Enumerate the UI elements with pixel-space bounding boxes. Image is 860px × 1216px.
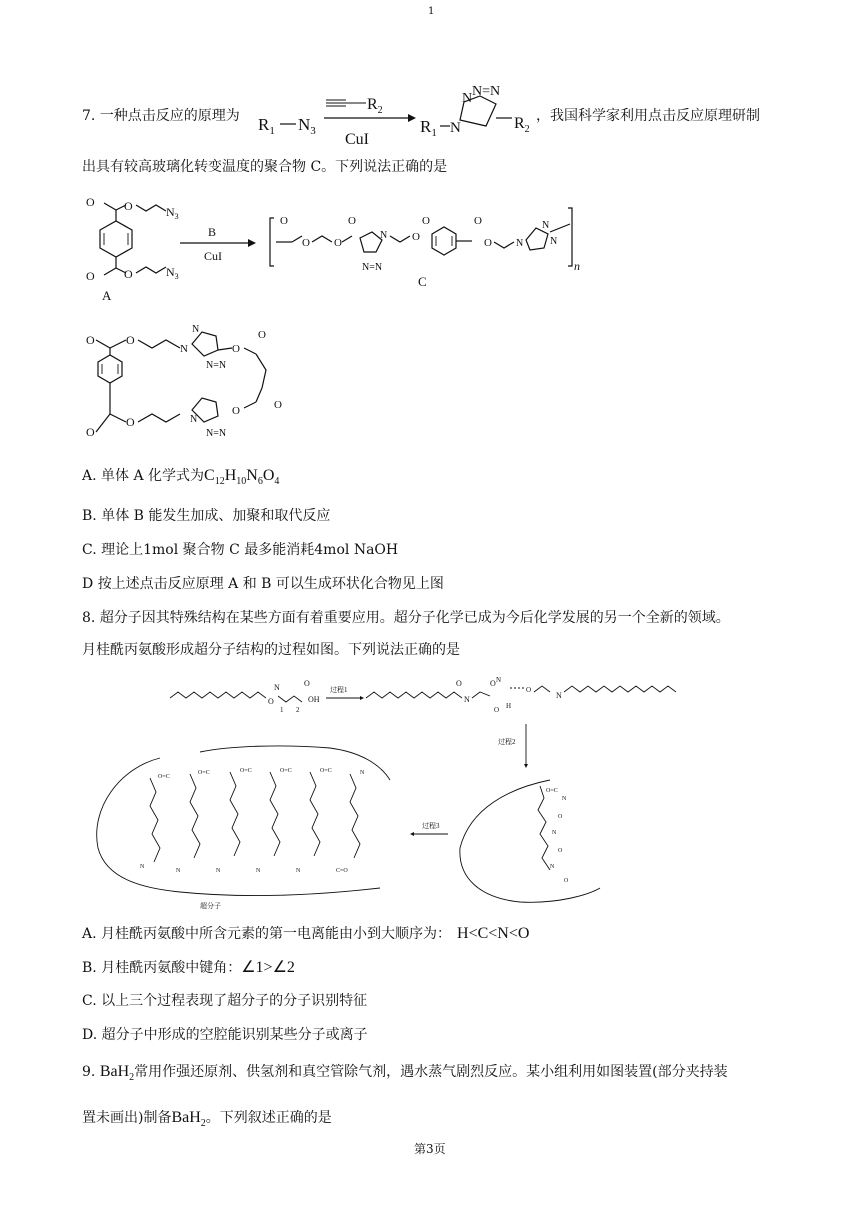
svg-text:N: N	[190, 414, 198, 425]
svg-text:R2: $R_2$	[514, 115, 530, 135]
svg-text:O: O	[474, 215, 482, 227]
svg-text:N: N	[556, 691, 562, 700]
svg-text:N=N: N=N	[206, 360, 227, 371]
svg-text:N: N	[516, 238, 524, 249]
svg-text:H: H	[506, 702, 512, 710]
svg-text:N: N	[216, 868, 221, 874]
svg-text:O: O	[422, 215, 430, 227]
svg-text:过程1: 过程1	[330, 686, 348, 694]
svg-text:O: O	[484, 237, 492, 249]
svg-text:O: O	[412, 231, 420, 243]
svg-text:R2: $R_2$	[367, 96, 383, 116]
svg-text:O: O	[126, 415, 135, 429]
q8-option-b[interactable]: B. 月桂酰丙氨酸中键角：∠1>∠2	[82, 959, 295, 976]
svg-text:N: N	[542, 220, 550, 231]
svg-text:O: O	[124, 199, 133, 213]
q9-number: 9.	[82, 1064, 96, 1080]
cyclic-compound-structure	[80, 318, 300, 448]
svg-text:O=C: O=C	[546, 788, 558, 794]
svg-text:CuI: CuI	[204, 249, 222, 263]
q8-option-a[interactable]: A. 月桂酰丙氨酸中所含元素的第一电离能由小到大顺序为： H<C<N<O	[82, 925, 530, 942]
svg-text:O=C: O=C	[158, 774, 170, 780]
svg-text:N: N	[256, 868, 261, 874]
svg-text:1: 1	[280, 706, 284, 714]
svg-text:O=C: O=C	[320, 768, 332, 774]
supramolecule-label: 超分子	[200, 902, 221, 910]
svg-text:O=C: O=C	[280, 768, 292, 774]
svg-text:N: N	[496, 676, 502, 684]
svg-text:O: O	[348, 215, 356, 227]
catalyst-label: CuI	[345, 131, 369, 148]
svg-text:O: O	[494, 706, 500, 714]
q8-option-c[interactable]: C. 以上三个过程表现了超分子的分子识别特征	[82, 993, 368, 1009]
svg-text:OH: OH	[308, 695, 320, 704]
svg-text:N: N	[360, 770, 365, 776]
svg-text:O: O	[280, 215, 288, 227]
q9-line1: 9. BaH$_2$常用作强还原剂、供氢剂和真空管除气剂，遇水蒸气剧烈反应。某小组利用如图装置(部分夹持装	[82, 1063, 728, 1084]
svg-text:O: O	[564, 878, 569, 884]
q7-option-b[interactable]: B. 单体 B 能发生加成、加聚和取代反应	[82, 508, 331, 524]
svg-text:O: O	[86, 269, 95, 283]
svg-text:2: 2	[296, 706, 300, 714]
svg-text:N3: $N_3$	[166, 265, 179, 281]
q8-line2: 月桂酰丙氨酸形成超分子结构的过程如图。下列说法正确的是	[82, 642, 460, 658]
supramolecule-process-diagram	[80, 668, 700, 914]
q8-number: 8.	[82, 610, 96, 626]
q9-line2: 置未画出)制备BaH$_2$。下列叙述正确的是	[82, 1109, 332, 1130]
q9-formula: BaH$_2$	[99, 1063, 135, 1084]
svg-text:O: O	[558, 848, 563, 854]
svg-text:N=N: N=N	[206, 428, 227, 439]
svg-text:R1: $R_1$	[258, 115, 275, 137]
svg-text:O: O	[558, 814, 563, 820]
svg-text:O: O	[124, 267, 133, 281]
q7-number: 7.	[82, 108, 96, 124]
svg-text:C=O: C=O	[336, 868, 348, 874]
svg-text:O: O	[334, 237, 342, 249]
svg-text:N: N	[180, 343, 188, 355]
svg-text:O: O	[274, 399, 282, 411]
q8-line1: 8. 超分子因其特殊结构在某些方面有着重要应用。超分子化学已成为今后化学发展的另一个全新的领域。	[82, 610, 730, 626]
label-c: C	[418, 274, 427, 289]
svg-text:O: O	[304, 679, 310, 688]
svg-text:N: N	[462, 91, 473, 106]
q7-option-d[interactable]: D 按上述点击反应原理 A 和 B 可以生成环状化合物见上图	[82, 576, 444, 592]
label-a: A	[102, 288, 112, 303]
svg-text:N: N	[140, 864, 145, 870]
svg-text:O: O	[456, 679, 462, 688]
svg-text:N: N	[464, 695, 470, 704]
header-marker: 1	[428, 6, 435, 17]
svg-text:N: N	[562, 796, 567, 802]
q7-option-a[interactable]: A. 单体 A 化学式为$C_{12}H_{10}N_6O_4$	[82, 467, 280, 488]
svg-text:O: O	[232, 405, 240, 417]
q7-option-c[interactable]: C. 理论上1mol 聚合物 C 最多能消耗4mol NaOH	[82, 542, 399, 558]
svg-text:O: O	[258, 329, 266, 341]
svg-text:N: N	[450, 120, 461, 136]
svg-text:N: N	[380, 230, 388, 241]
svg-text:O=C: O=C	[198, 770, 210, 776]
svg-text:O: O	[232, 343, 240, 355]
svg-text:N: N	[550, 236, 558, 247]
svg-text:O: O	[490, 679, 496, 688]
svg-text:O: O	[126, 333, 135, 347]
svg-text:N: N	[176, 868, 181, 874]
svg-text:O: O	[86, 333, 95, 347]
svg-text:R1: $R_1$	[420, 117, 437, 139]
click-reaction-scheme	[250, 82, 550, 152]
page-number: 第3页	[414, 1142, 446, 1156]
polymer-reaction-diagram	[80, 188, 640, 308]
svg-text:N: N	[274, 683, 280, 692]
svg-text:N: N	[552, 830, 557, 836]
svg-text:B: B	[208, 225, 217, 239]
svg-text:N3: $N_3$	[166, 205, 179, 221]
svg-text:N: N	[550, 864, 555, 870]
svg-text:O=C: O=C	[240, 768, 252, 774]
svg-text:N: N	[296, 868, 301, 874]
svg-text:O: O	[302, 237, 310, 249]
q8-option-d[interactable]: D. 超分子中形成的空腔能识别某些分子或离子	[82, 1027, 368, 1043]
svg-text:N3: $N_3$	[298, 115, 316, 137]
svg-text:过程3: 过程3	[422, 822, 440, 830]
svg-text:O: O	[86, 195, 95, 209]
q7-intro: 7. 一种点击反应的原理为	[82, 108, 240, 124]
q7-line2: 出具有较高玻璃化转变温度的聚合物 C。下列说法正确的是	[82, 159, 448, 175]
svg-text:O: O	[268, 697, 274, 706]
svg-text:N: N	[192, 324, 200, 335]
q7-intro-end: ，我国科学家利用点击反应原理研制	[536, 108, 760, 124]
svg-text:O: O	[526, 686, 532, 694]
svg-text:N=N: N=N	[362, 262, 383, 273]
svg-text:N=N: N=N	[472, 84, 501, 99]
svg-text:O: O	[86, 425, 95, 439]
svg-text:n: n	[574, 259, 580, 273]
monomer-a-structure	[86, 195, 179, 283]
svg-text:过程2: 过程2	[498, 738, 516, 746]
polymer-c-structure	[270, 208, 580, 273]
